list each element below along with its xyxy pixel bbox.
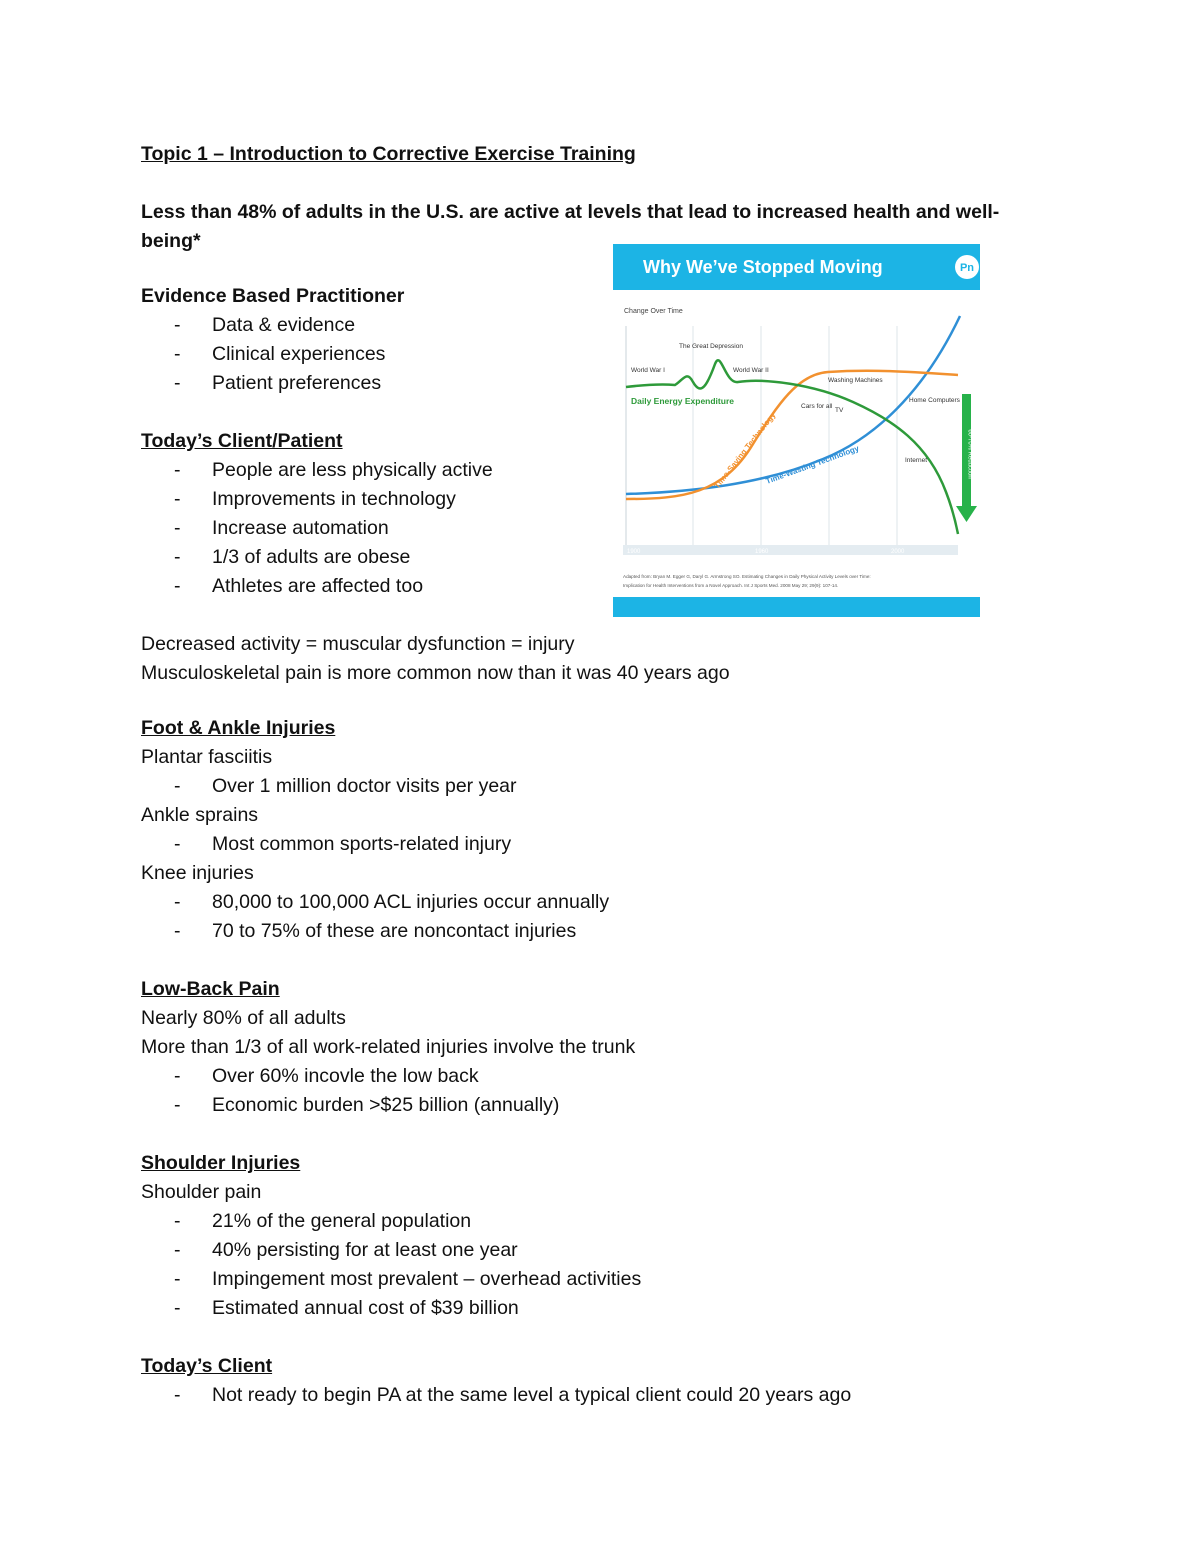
plantar-label: Plantar fasciitis — [141, 746, 273, 768]
todays-client-heading: Today’s Client — [141, 1355, 273, 1377]
why-stopped-moving-figure — [613, 244, 980, 617]
shoulder-heading: Shoulder Injuries — [141, 1152, 301, 1174]
time-saving-label: Time-Saving Technology — [712, 410, 778, 491]
internet-label: Internet — [905, 457, 928, 464]
list-item: - Not ready to begin PA at the same level a typical client could 20 years ago — [174, 1384, 852, 1406]
foot-ankle-heading: Foot & Ankle Injuries — [141, 717, 336, 739]
figure-svg — [613, 244, 980, 617]
shoulder-sub: Shoulder pain — [141, 1181, 262, 1203]
figure-title: Why We’ve Stopped Moving — [643, 257, 883, 277]
intro-stat: Less than 48% of adults in the U.S. are active at levels that lead to increased health and well-being* — [141, 201, 1000, 252]
list-item: - Economic burden >$25 billion (annually) — [174, 1094, 560, 1116]
x-axis-band — [623, 545, 958, 555]
list-item: - Improvements in technology — [174, 488, 456, 510]
sprains-label: Ankle sprains — [141, 804, 259, 826]
ww1-label: World War I — [631, 367, 665, 374]
summary-line-1: Decreased activity = muscular dysfunction = injury — [141, 633, 575, 655]
list-item: - Athletes are affected too — [174, 575, 424, 597]
figure-caption-2: Implication for Health Interventions from a Novel Approach. Int J Sports Med. 2008 May 29; 29(9): 107-14. — [623, 583, 839, 588]
x-tick-2000: 2000 — [891, 549, 905, 555]
topic-title: Topic 1 – Introduction to Corrective Exercise Training — [141, 143, 636, 165]
x-tick-1960: 1960 — [755, 549, 769, 555]
client-patient-heading: Today’s Client/Patient — [141, 430, 343, 452]
reduction-label: 60-70% Reduction — [966, 429, 973, 479]
list-item: - 21% of the general population — [174, 1210, 472, 1232]
depression-label: The Great Depression — [679, 343, 743, 350]
list-item: - Impingement most prevalent – overhead activities — [174, 1268, 642, 1290]
list-item: - People are less physically active — [174, 459, 493, 481]
list-item: - 70 to 75% of these are noncontact injuries — [174, 920, 577, 942]
list-item: - 40% persisting for at least one year — [174, 1239, 518, 1261]
logo-text: Pn — [959, 262, 975, 274]
list-item: - Most common sports-related injury — [174, 833, 512, 855]
y-axis-label: Change Over Time — [624, 308, 683, 315]
list-item: - Over 60% incovle the low back — [174, 1065, 479, 1087]
list-item: - Clinical experiences — [174, 343, 386, 365]
list-item: - Estimated annual cost of $39 billion — [174, 1297, 519, 1319]
ww2-label: World War II — [733, 367, 769, 374]
cars-label: Cars for all — [801, 403, 833, 410]
low-back-line-2: More than 1/3 of all work-related injuries involve the trunk — [141, 1036, 636, 1058]
list-item: - 80,000 to 100,000 ACL injuries occur annually — [174, 891, 610, 913]
evidence-heading: Evidence Based Practitioner — [141, 285, 405, 307]
list-item: - Patient preferences — [174, 372, 382, 394]
list-item: - Over 1 million doctor visits per year — [174, 775, 517, 797]
low-back-heading: Low-Back Pain — [141, 978, 280, 1000]
list-item: - Increase automation — [174, 517, 389, 539]
bottom-banner — [613, 597, 980, 617]
home-computers-label: Home Computers — [909, 397, 960, 404]
list-item: - Data & evidence — [174, 314, 356, 336]
low-back-line-1: Nearly 80% of all adults — [141, 1007, 346, 1029]
summary-line-2: Musculoskeletal pain is more common now than it was 40 years ago — [141, 662, 730, 684]
list-item: - 1/3 of adults are obese — [174, 546, 411, 568]
washing-label: Washing Machines — [828, 377, 883, 384]
daily-energy-label: Daily Energy Expenditure — [631, 396, 734, 406]
time-wasting-label: Time-Wasting Technology — [764, 443, 861, 486]
knee-label: Knee injuries — [141, 862, 254, 884]
figure-caption-1: Adapted from: Bryan M. Egger G, Daryl G. Armstrong SO. Estimating Changes in Daily Physical Activity Levels over Time: — [623, 574, 871, 579]
x-tick-1900: 1900 — [627, 549, 641, 555]
tv-label: TV — [835, 407, 844, 414]
